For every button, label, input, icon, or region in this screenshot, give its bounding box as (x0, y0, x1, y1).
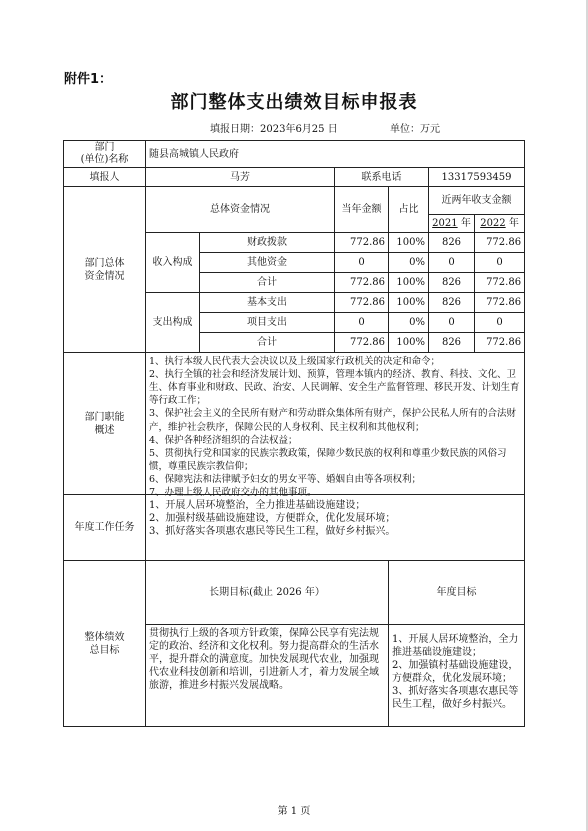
expense-row-2021: 826 (429, 293, 475, 313)
overall-funds-label: 总体资金情况 (146, 187, 335, 233)
income-row-ratio: 100% (389, 233, 429, 253)
annual-goal-text: 1、开展人居环境整治，全力推进基础设施建设； 2、加强镇村基础设施建设，方便群众，优化发展环境； 3、抓好落实各项惠农惠民等民生工程，做好乡村振兴。 (389, 625, 525, 727)
unit-label: 单位：万元 (390, 124, 440, 135)
income-label: 收入构成 (146, 233, 200, 293)
income-row-amount: 772.86 (335, 233, 389, 253)
dept-label: 部门 (单位)名称 (64, 141, 146, 168)
expense-row-2021: 826 (429, 333, 475, 353)
income-row-amount: 0 (335, 253, 389, 273)
expense-row-ratio: 0% (389, 313, 429, 333)
expense-row-ratio: 100% (389, 293, 429, 313)
duties-label: 部门职能 概述 (64, 353, 146, 495)
duties-cell (146, 353, 525, 499)
col-ratio: 占比 (389, 187, 429, 233)
funds-section-label: 部门总体 资金情况 (64, 187, 146, 353)
long-term-header: 长期目标(截止 2026 年） (146, 561, 389, 625)
expense-row-ratio: 100% (389, 333, 429, 353)
year-2022-header (475, 215, 525, 233)
page-title: 部门整体支出绩效目标申报表 (170, 92, 418, 113)
page-number: 第 1 页 (277, 806, 311, 817)
expense-label: 支出构成 (146, 293, 200, 353)
dept-name: 随县高城镇人民政府 (146, 141, 525, 168)
expense-row-name: 项目支出 (200, 313, 335, 333)
expense-row-name: 基本支出 (200, 293, 335, 313)
phone-value: 13317593459 (429, 168, 525, 187)
income-row-name: 财政拨款 (200, 233, 335, 253)
goals-label: 整体绩效 总目标 (64, 561, 146, 727)
duties-text: 1、执行本级人民代表大会决议以及上级国家行政机关的决定和命令； 2、执行全镇的社会和经济发展计划、预算，管理本镇内的经济、教育、科技、文化、卫生、体育事业和财政、民政、治安、人民调解、安全生产监督管理、移民开发、计划生育等行政工作； 3、保护社会主义的全民所有财产和劳动群众集体所有财产，保护公民私人所有的合法财产，维护社会秩序，保障公民的人身权利、民主权利和其他权利； 4、保护各种经济组织的合法权益； 5、贯彻执行党和国家的民族宗教政策，保障少数民族的权利和尊重少数民族的风俗习惯，尊重民族宗教信仰； 6、保障宪法和法律赋予妇女的男女平等、婚姻自由等各项权利； 7、办理上级人民政府交办的其他事项。 (149, 356, 520, 499)
year-suffix: 年 (508, 218, 519, 229)
income-row-amount: 772.86 (335, 273, 389, 293)
income-row-ratio: 0% (389, 253, 429, 273)
expense-row-amount: 772.86 (335, 333, 389, 353)
expense-row-amount: 0 (335, 313, 389, 333)
income-row-2022: 772.86 (475, 233, 525, 253)
income-row-2021: 826 (429, 233, 475, 253)
expense-row-2022: 772.86 (475, 293, 525, 313)
annual-tasks-label: 年度工作任务 (64, 495, 146, 561)
income-row-ratio: 100% (389, 273, 429, 293)
income-row-2021: 826 (429, 273, 475, 293)
expense-row-2021: 0 (429, 313, 475, 333)
income-row-2022: 772.86 (475, 273, 525, 293)
annual-tasks-text: 1、开展人居环境整治，全力推进基础设施建设； 2、加强村级基础设施建设，方便群众，优化发展环境； 3、抓好落实各项惠农惠民等民生工程，做好乡村振兴。 (146, 495, 525, 561)
long-term-text: 贯彻执行上级的各项方针政策，保障公民享有宪法规定的政治、经济和文化权利。努力提高群众的生活水平，提升群众的满意度。加快发展现代农业，加强现代农业科技创新和培训，引进新人才，着力发展全域旅游，推进乡村振兴发展战略。 (146, 625, 389, 727)
filler-label: 填报人 (64, 168, 146, 187)
income-row-name: 其他资金 (200, 253, 335, 273)
year-2022: 2022 (480, 218, 506, 229)
filler-name: 马芳 (146, 168, 335, 187)
income-row-2022: 0 (475, 253, 525, 273)
expense-row-2022: 0 (475, 313, 525, 333)
year-2021-header (429, 215, 475, 233)
col-current-amount: 当年金额 (335, 187, 389, 233)
year-2021: 2021 (432, 218, 458, 229)
expense-row-name: 合计 (200, 333, 335, 353)
performance-form-table (63, 140, 525, 727)
expense-row-2022: 772.86 (475, 333, 525, 353)
col-two-years: 近两年收支金额 (429, 187, 525, 215)
income-row-2021: 0 (429, 253, 475, 273)
fill-date: 填报日期：2023年6月25 日 (210, 124, 338, 135)
expense-row-amount: 772.86 (335, 293, 389, 313)
income-row-name: 合计 (200, 273, 335, 293)
attachment-label: 附件1： (64, 72, 113, 87)
annual-goal-header: 年度目标 (389, 561, 525, 625)
year-suffix: 年 (460, 218, 471, 229)
phone-label: 联系电话 (335, 168, 429, 187)
